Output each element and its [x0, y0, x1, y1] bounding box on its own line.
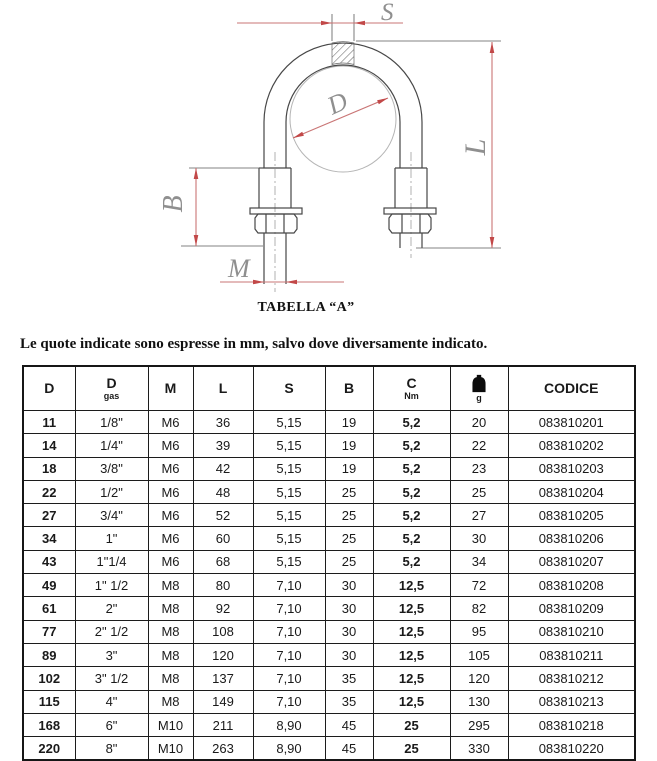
dim-label-m: M	[228, 254, 250, 283]
table-row	[23, 597, 635, 620]
table-cell: 27	[450, 504, 508, 527]
table-cell: 083810213	[508, 690, 635, 713]
table-cell: 3/4"	[75, 504, 148, 527]
col-header-weight: g	[450, 366, 508, 411]
table-cell: 30	[325, 597, 373, 620]
ubolt-outline	[250, 43, 436, 284]
table-cell: 12,5	[373, 574, 450, 597]
table-cell: 5,2	[373, 527, 450, 550]
table-cell: 12,5	[373, 643, 450, 666]
table-cell: 61	[23, 597, 75, 620]
table-cell: 30	[325, 620, 373, 643]
table-cell: 12,5	[373, 597, 450, 620]
table-cell: 3/8"	[75, 457, 148, 480]
table-cell: 4"	[75, 690, 148, 713]
table-cell: 11	[23, 411, 75, 434]
table-cell: 5,15	[253, 457, 325, 480]
table-cell: 6"	[75, 713, 148, 736]
table-cell: 49	[23, 574, 75, 597]
table-cell: 083810204	[508, 480, 635, 503]
table-cell: 149	[193, 690, 253, 713]
table-cell: 120	[193, 643, 253, 666]
table-cell: M8	[148, 643, 193, 666]
table-cell: 7,10	[253, 574, 325, 597]
table-cell: 083810202	[508, 434, 635, 457]
table-row	[23, 574, 635, 597]
weight-icon	[451, 374, 508, 393]
table-cell: 1"	[75, 527, 148, 550]
table-cell: 3"	[75, 643, 148, 666]
table-cell: 5,15	[253, 434, 325, 457]
table-cell: 108	[193, 620, 253, 643]
table-cell: M6	[148, 411, 193, 434]
table-cell: 60	[193, 527, 253, 550]
table-cell: 82	[450, 597, 508, 620]
table-cell: 72	[450, 574, 508, 597]
table-row	[23, 713, 635, 736]
table-cell: 19	[325, 411, 373, 434]
section-hatch	[332, 42, 354, 65]
table-cell: 68	[193, 550, 253, 573]
table-cell: 330	[450, 737, 508, 761]
table-cell: 083810211	[508, 643, 635, 666]
table-cell: 25	[325, 527, 373, 550]
table-cell: 45	[325, 713, 373, 736]
table-cell: 7,10	[253, 620, 325, 643]
table-body	[23, 411, 635, 761]
table-cell: 5,15	[253, 504, 325, 527]
table-row	[23, 504, 635, 527]
table-cell: M8	[148, 574, 193, 597]
table-cell: M6	[148, 480, 193, 503]
table-cell: 168	[23, 713, 75, 736]
table-cell: 36	[193, 411, 253, 434]
table-row	[23, 527, 635, 550]
table-cell: 25	[325, 480, 373, 503]
col-header-codice: CODICE	[508, 366, 635, 411]
table-cell: 5,2	[373, 480, 450, 503]
table-cell: 5,15	[253, 550, 325, 573]
table-cell: 52	[193, 504, 253, 527]
table-cell: 95	[450, 620, 508, 643]
table-cell: 35	[325, 690, 373, 713]
col-header-s: S	[253, 366, 325, 411]
col-header-l: L	[193, 366, 253, 411]
table-cell: 42	[193, 457, 253, 480]
table-cell: 083810212	[508, 667, 635, 690]
table-cell: 1/8"	[75, 411, 148, 434]
table-cell: 19	[325, 434, 373, 457]
table-cell: 25	[373, 713, 450, 736]
table-cell: 25	[325, 504, 373, 527]
dim-label-l: L	[459, 138, 492, 156]
table-cell: 8,90	[253, 737, 325, 761]
table-cell: 77	[23, 620, 75, 643]
col-header-m: M	[148, 366, 193, 411]
table-cell: 137	[193, 667, 253, 690]
table-cell: 220	[23, 737, 75, 761]
table-cell: 083810205	[508, 504, 635, 527]
table-cell: 25	[373, 737, 450, 761]
dim-label-s: S	[381, 0, 394, 26]
table-cell: 12,5	[373, 620, 450, 643]
table-cell: 263	[193, 737, 253, 761]
pipe-section-circle	[290, 66, 396, 172]
table-cell: 2"	[75, 597, 148, 620]
table-cell: 8"	[75, 737, 148, 761]
dim-label-d: D	[323, 86, 353, 121]
table-cell: 92	[193, 597, 253, 620]
table-cell: M10	[148, 713, 193, 736]
table-cell: 7,10	[253, 643, 325, 666]
table-cell: 5,2	[373, 457, 450, 480]
table-cell: 89	[23, 643, 75, 666]
table-cell: 30	[325, 574, 373, 597]
table-cell: 34	[450, 550, 508, 573]
table-cell: 5,2	[373, 504, 450, 527]
table-cell: 3" 1/2	[75, 667, 148, 690]
table-cell: 5,15	[253, 411, 325, 434]
table-cell: 1/4"	[75, 434, 148, 457]
table-cell: 211	[193, 713, 253, 736]
table-cell: 12,5	[373, 667, 450, 690]
table-cell: M10	[148, 737, 193, 761]
table-cell: 18	[23, 457, 75, 480]
table-cell: 7,10	[253, 690, 325, 713]
table-cell: 105	[450, 643, 508, 666]
table-cell: M6	[148, 434, 193, 457]
table-cell: 30	[450, 527, 508, 550]
table-cell: 45	[325, 737, 373, 761]
table-cell: 130	[450, 690, 508, 713]
note-text: Le quote indicate sono espresse in mm, salvo dove diversamente indicato.	[20, 336, 488, 352]
table-cell: 25	[450, 480, 508, 503]
table-cell: 083810220	[508, 737, 635, 761]
table-cell: 2" 1/2	[75, 620, 148, 643]
table-cell: M6	[148, 527, 193, 550]
table-cell: 295	[450, 713, 508, 736]
table-cell: 27	[23, 504, 75, 527]
table-cell: 1/2"	[75, 480, 148, 503]
dim-label-b: B	[158, 195, 189, 213]
table-row	[23, 667, 635, 690]
table-cell: M6	[148, 457, 193, 480]
table-cell: 102	[23, 667, 75, 690]
table-cell: 14	[23, 434, 75, 457]
table-cell: 43	[23, 550, 75, 573]
table-cell: 083810208	[508, 574, 635, 597]
table-cell: 1" 1/2	[75, 574, 148, 597]
table-cell: 22	[450, 434, 508, 457]
table-cell: 8,90	[253, 713, 325, 736]
table-cell: 083810201	[508, 411, 635, 434]
table-cell: 7,10	[253, 667, 325, 690]
col-header-c-nm: C Nm	[373, 366, 450, 411]
table-cell: M6	[148, 504, 193, 527]
col-header-b: B	[325, 366, 373, 411]
table-header	[23, 366, 635, 411]
table-row	[23, 737, 635, 761]
table-cell: 120	[450, 667, 508, 690]
table-title: TABELLA “A”	[257, 300, 355, 315]
table-cell: 34	[23, 527, 75, 550]
table-row	[23, 550, 635, 573]
table-cell: 083810207	[508, 550, 635, 573]
table-cell: 5,15	[253, 527, 325, 550]
table-row	[23, 411, 635, 434]
table-cell: 12,5	[373, 690, 450, 713]
table-row	[23, 643, 635, 666]
table-cell: 30	[325, 643, 373, 666]
table-cell: 80	[193, 574, 253, 597]
table-cell: 25	[325, 550, 373, 573]
table-cell: M8	[148, 620, 193, 643]
table-cell: M6	[148, 550, 193, 573]
table-row	[23, 457, 635, 480]
table-cell: 115	[23, 690, 75, 713]
table-cell: 083810203	[508, 457, 635, 480]
col-header-d-gas: D gas	[75, 366, 148, 411]
table-cell: 083810218	[508, 713, 635, 736]
table-cell: M8	[148, 690, 193, 713]
table-cell: 083810209	[508, 597, 635, 620]
table-cell: 7,10	[253, 597, 325, 620]
table-row	[23, 620, 635, 643]
table-cell: 19	[325, 457, 373, 480]
col-header-d: D	[23, 366, 75, 411]
table-cell: 48	[193, 480, 253, 503]
table-cell: 5,2	[373, 434, 450, 457]
table-cell: 5,2	[373, 550, 450, 573]
table-cell: 39	[193, 434, 253, 457]
table-row	[23, 480, 635, 503]
dimension-table	[22, 365, 636, 761]
table-row	[23, 690, 635, 713]
table-cell: 5,15	[253, 480, 325, 503]
table-cell: M8	[148, 667, 193, 690]
table-cell: 23	[450, 457, 508, 480]
table-cell: M8	[148, 597, 193, 620]
centerlines	[275, 152, 411, 292]
table-cell: 083810210	[508, 620, 635, 643]
table-cell: 1"1/4	[75, 550, 148, 573]
table-cell: 083810206	[508, 527, 635, 550]
table-cell: 22	[23, 480, 75, 503]
table-cell: 35	[325, 667, 373, 690]
table-cell: 5,2	[373, 411, 450, 434]
table-row	[23, 434, 635, 457]
table-cell: 20	[450, 411, 508, 434]
ubolt-technical-drawing	[0, 0, 657, 300]
